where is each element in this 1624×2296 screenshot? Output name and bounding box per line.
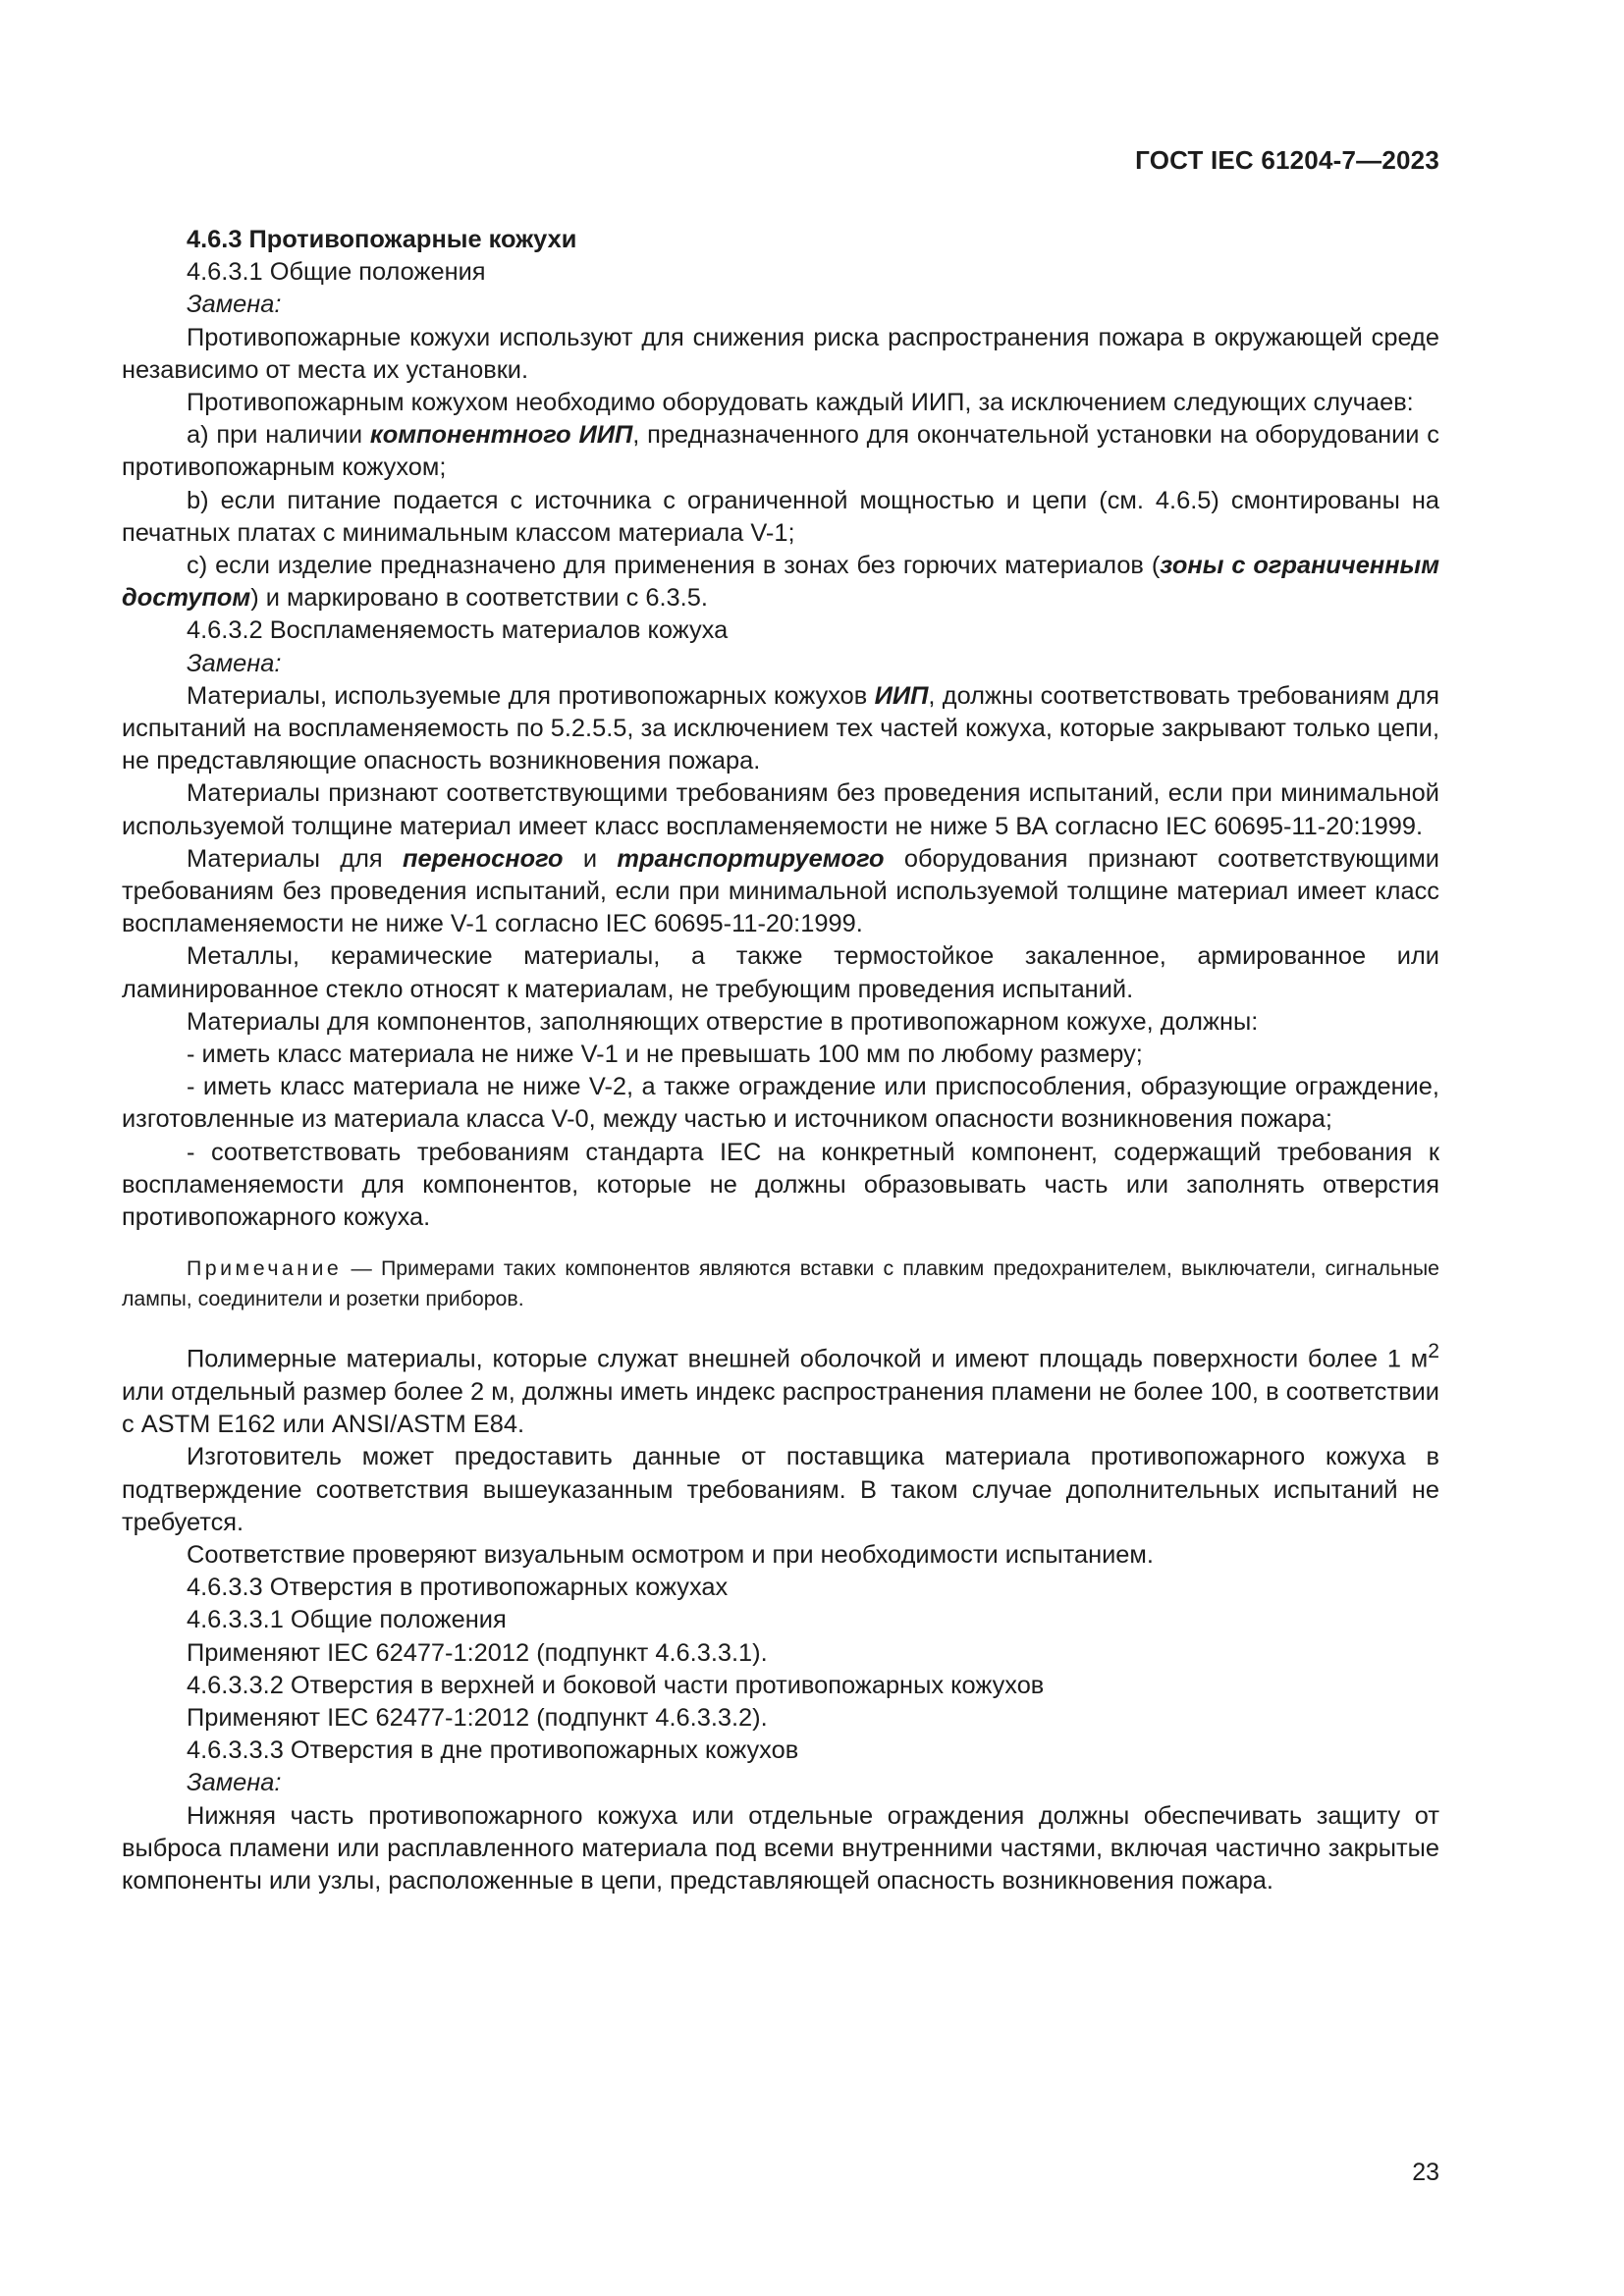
replacement-label: Замена: <box>187 649 282 677</box>
paragraph: Соответствие проверяют визуальным осмотром и при необходимости испытанием. <box>187 1540 1154 1569</box>
page-number: 23 <box>1412 2159 1439 2186</box>
term-emphasis: зоны с ограниченным доступом <box>122 552 1439 613</box>
subsection-heading-4-6-3-3-2: 4.6.3.3.2 Отверстия в верхней и боковой части противопожарных кожухов <box>187 1671 1045 1699</box>
list-item-a: a) при наличии компонентного ИИП, предназначенного для окончательной установки на оборудовании с противопожарным кожухом; <box>122 421 1439 482</box>
bullet-item: - соответствовать требованиям стандарта IEC на конкретный компонент, содержащий требования к воспламеняемости для компонентов, которые не должны образовывать часть или заполнять отверстия противопожарного кожуха. <box>122 1138 1439 1232</box>
list-item-b: b) если питание подается с источника с ограниченной мощностью и цепи (см. 4.6.5) смонтированы на печатных платах с минимальным классом материала V-1; <box>122 486 1439 547</box>
note-label: Примечание <box>187 1256 343 1281</box>
document-body <box>122 224 1439 1897</box>
list-item-c: c) если изделие предназначено для применения в зонах без горючих материалов (зоны с ограниченным доступом) и маркировано в соответствии с 6.3.5. <box>122 552 1439 613</box>
subsection-heading-4-6-3-3-3: 4.6.3.3.3 Отверстия в дне противопожарных кожухов <box>187 1736 799 1765</box>
paragraph: Изготовитель может предоставить данные от поставщика материала противопожарного кожуха в подтверждение соответствия вышеуказанным требованиям. В таком случае дополнительных испытаний не требуется. <box>122 1443 1439 1536</box>
replacement-label: Замена: <box>187 1769 282 1797</box>
paragraph: Противопожарные кожухи используют для снижения риска распространения пожара в окружающей среде независимо от места их установки. <box>122 323 1439 384</box>
superscript: 2 <box>1428 1340 1439 1363</box>
paragraph: Металлы, керамические материалы, а также термостойкое закаленное, армированное или ламинированное стекло относят к материалам, не требующим проведения испытаний. <box>122 942 1439 1003</box>
paragraph: Материалы, используемые для противопожарных кожухов ИИП, должны соответствовать требованиям для испытаний на воспламеняемость по 5.2.5.5, за исключением тех частей кожуха, которые закрывают только цепи, не представляющие опасность возникновения пожара. <box>122 681 1440 775</box>
subsection-heading-4-6-3-3: 4.6.3.3 Отверстия в противопожарных кожухах <box>187 1574 729 1602</box>
paragraph: Применяют IEC 62477-1:2012 (подпункт 4.6.3.3.2). <box>187 1704 768 1732</box>
paragraph: Материалы для переносного и транспортируемого оборудования признают соответствующими требованиям без проведения испытаний, если при минимальной используемой толщине материал имеет класс воспламеняемости не ниже V-1 согласно IEC 60695-11-20:1999. <box>122 844 1439 938</box>
subsection-heading-4-6-3-1: 4.6.3.1 Общие положения <box>187 258 486 287</box>
term-emphasis: компонентного ИИП <box>369 421 633 450</box>
term-emphasis: переносного <box>403 844 564 873</box>
paragraph: Противопожарным кожухом необходимо оборудовать каждый ИИП, за исключением следующих случаев: <box>187 389 1414 417</box>
paragraph: Применяют IEC 62477-1:2012 (подпункт 4.6.3.3.1). <box>187 1638 768 1667</box>
section-heading-4-6-3: 4.6.3 Противопожарные кожухи <box>187 226 577 253</box>
bullet-item: - иметь класс материала не ниже V-2, а также ограждение или приспособления, образующие ограждение, изготовленные из материала класса V-0, между частью и источником опасности возникновения пожара; <box>122 1073 1439 1134</box>
subsection-heading-4-6-3-2: 4.6.3.2 Воспламеняемость материалов кожуха <box>187 616 729 645</box>
note-paragraph: Примечание — Примерами таких компонентов являются вставки с плавким предохранителем, выключатели, сигнальные лампы, соединители и розетки приборов. <box>122 1256 1439 1311</box>
paragraph: Полимерные материалы, которые служат внешней оболочкой и имеют площадь поверхности более 1 $м^2$ или отдельный размер более 2 м, должны иметь индекс распространения пламени не более 100, в соответствии с ASTM E162 или ANSI/ASTM E84. <box>122 1340 1439 1439</box>
subsection-heading-4-6-3-3-1: 4.6.3.3.1 Общие положения <box>187 1606 507 1634</box>
document-id-header: ГОСТ IEC 61204-7—2023 <box>1135 145 1439 175</box>
bullet-item: - иметь класс материала не ниже V-1 и не превышать 100 мм по любому размеру; <box>187 1041 1143 1069</box>
paragraph: Нижняя часть противопожарного кожуха или отдельные ограждения должны обеспечивать защиту от выброса пламени или расплавленного материала под всеми внутренними частями, включая частично закрытые компоненты или узлы, расположенные в цепи, представляющей опасность возникновения пожара. <box>122 1801 1439 1896</box>
paragraph: Материалы признают соответствующими требованиям без проведения испытаний, если при минимальной используемой толщине материал имеет класс воспламеняемости не ниже 5 ВА согласно IEC 60695-11-20:1999. <box>122 779 1439 840</box>
replacement-label: Замена: <box>187 291 282 319</box>
paragraph: Материалы для компонентов, заполняющих отверстие в противопожарном кожухе, должны: <box>187 1007 1259 1036</box>
term-emphasis: транспортируемого <box>617 844 885 873</box>
term-emphasis: ИИП <box>874 681 929 710</box>
